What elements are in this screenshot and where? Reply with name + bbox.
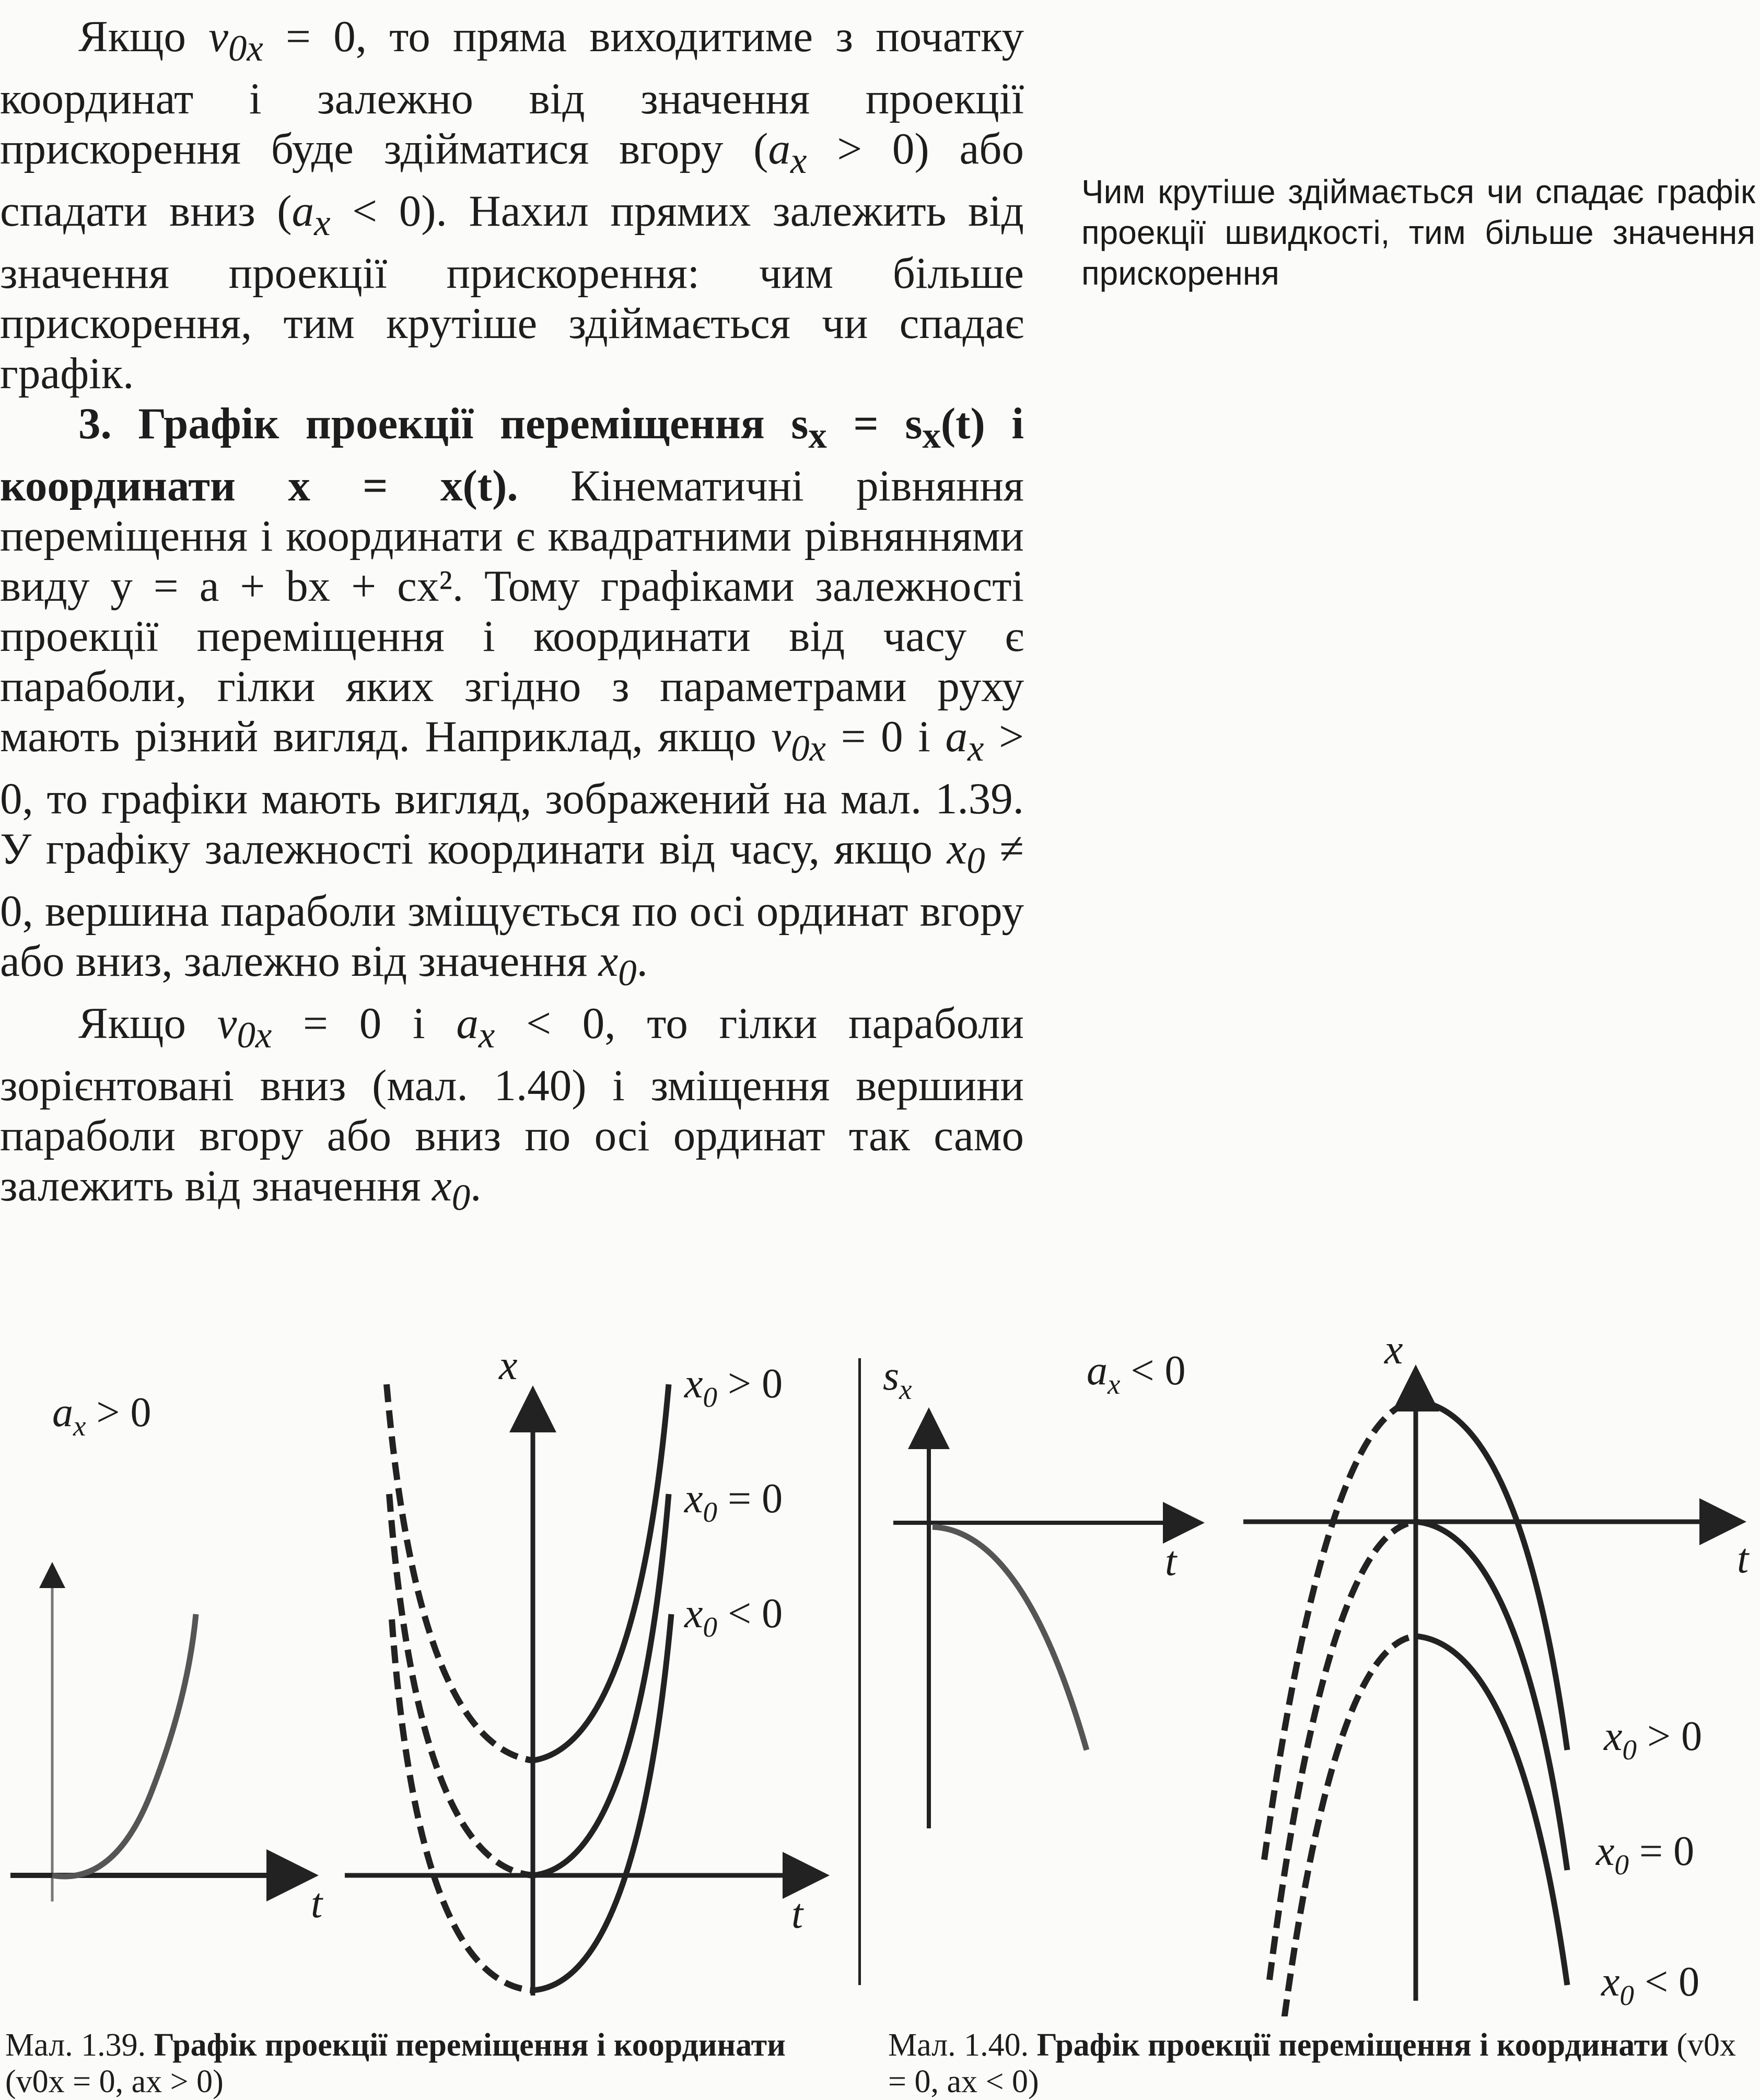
fig140-curve-dashed-3 [1275,1636,1416,2016]
fig139-curve-3 [533,1614,671,1990]
caption-fig-1-39: Мал. 1.39. Графік проекції переміщення і координати (v0x = 0, ax > 0) [5,2027,786,2099]
fig139-ax-label: $a_x > 0$ [52,1390,151,1442]
fig140-curve-dashed-2 [1269,1522,1416,1980]
main-text-column [0,11,1024,1223]
fig139-left-curve [52,1614,196,1876]
fig140-left-t-label: t [1165,1538,1177,1584]
fig140-label-x0-gt: $x_0 > 0$ [1604,1713,1703,1766]
fig139-right-x-label: x [499,1343,518,1389]
paragraph-1: Якщо $v_{0x} = 0$, то пряма виходитиме з початку координат і залежно від значення проекції прискорення буде здійматися вгору $(a_x > 0)$ або спадати вниз $(a_x < 0)$. Нахил прямих залежить від значення проекції прискорення: чим більше прискорення, тим крутіше здіймається чи спадає графік. [0,12,1024,398]
fig140-label-x0-eq: $x_0 = 0$ [1596,1828,1695,1881]
fig139-curve-dashed-1 [387,1384,533,1760]
fig139-label-x0-lt: $x_0 < 0$ [684,1591,783,1643]
fig139-label-x0-gt: $x_0 > 0$ [684,1361,783,1413]
fig139-label-x0-eq: $x_0 = 0$ [684,1476,783,1528]
fig140-right-t-label: t [1737,1536,1749,1582]
fig139-curve-dashed-3 [392,1619,533,1990]
fig140-sx-label: $s_x$ [883,1353,912,1405]
side-note: Чим крутіше здіймається чи спадає графік проекції швидкості, тим більше значення прискорення [1081,173,1755,292]
fig140-left-curve [933,1527,1087,1750]
fig139-curve-1 [533,1384,669,1760]
fig139-left-t-label: t [311,1881,323,1927]
figure-1-40 [867,1337,1755,2016]
paragraph-3: Якщо $v_{0x} = 0$ і $a_x < 0$, то гілки параболи зорієнтовані вниз (мал. 1.40) і зміщення вершини параболи вгору або вниз по осі ординат так само залежить від значення $x_0$. [0,999,1024,1218]
figure-1-39 [0,1337,846,2016]
fig140-label-x0-lt: $x_0 < 0$ [1601,1959,1700,2011]
figure-divider [858,1358,861,1985]
paragraph-2: 3. Графік проекції переміщення $s_x = s_x(t)$ і координати x = x(t). Кінематичні рівняння переміщення і координати є квадратними рівняннями виду y = a + bx + cx². Тому графіками залежності проекції переміщення і координати від часу є параболи, гілки яких згідно з параметрами руху мають різний вигляд. Наприклад, якщо $v_{0x} = 0$ і $a_x > 0$, то графіки мають вигляд, зображений на мал. 1.39. У графіку залежності координати від часу, якщо $x_0 \ne 0$, вершина параболи зміщується по осі ординат вгору або вниз, залежно від значення $x_0$. [0,399,1024,994]
fig140-curve-3 [1416,1636,1567,1985]
fig139-right-t-label: t [791,1891,803,1937]
fig140-right-x-label: x [1384,1337,1403,1373]
fig140-ax-label: $a_x < 0$ [1087,1348,1186,1400]
caption-fig-1-40: Мал. 1.40. Графік проекції переміщення і координати (v0x = 0, ax < 0) [888,2027,1736,2099]
